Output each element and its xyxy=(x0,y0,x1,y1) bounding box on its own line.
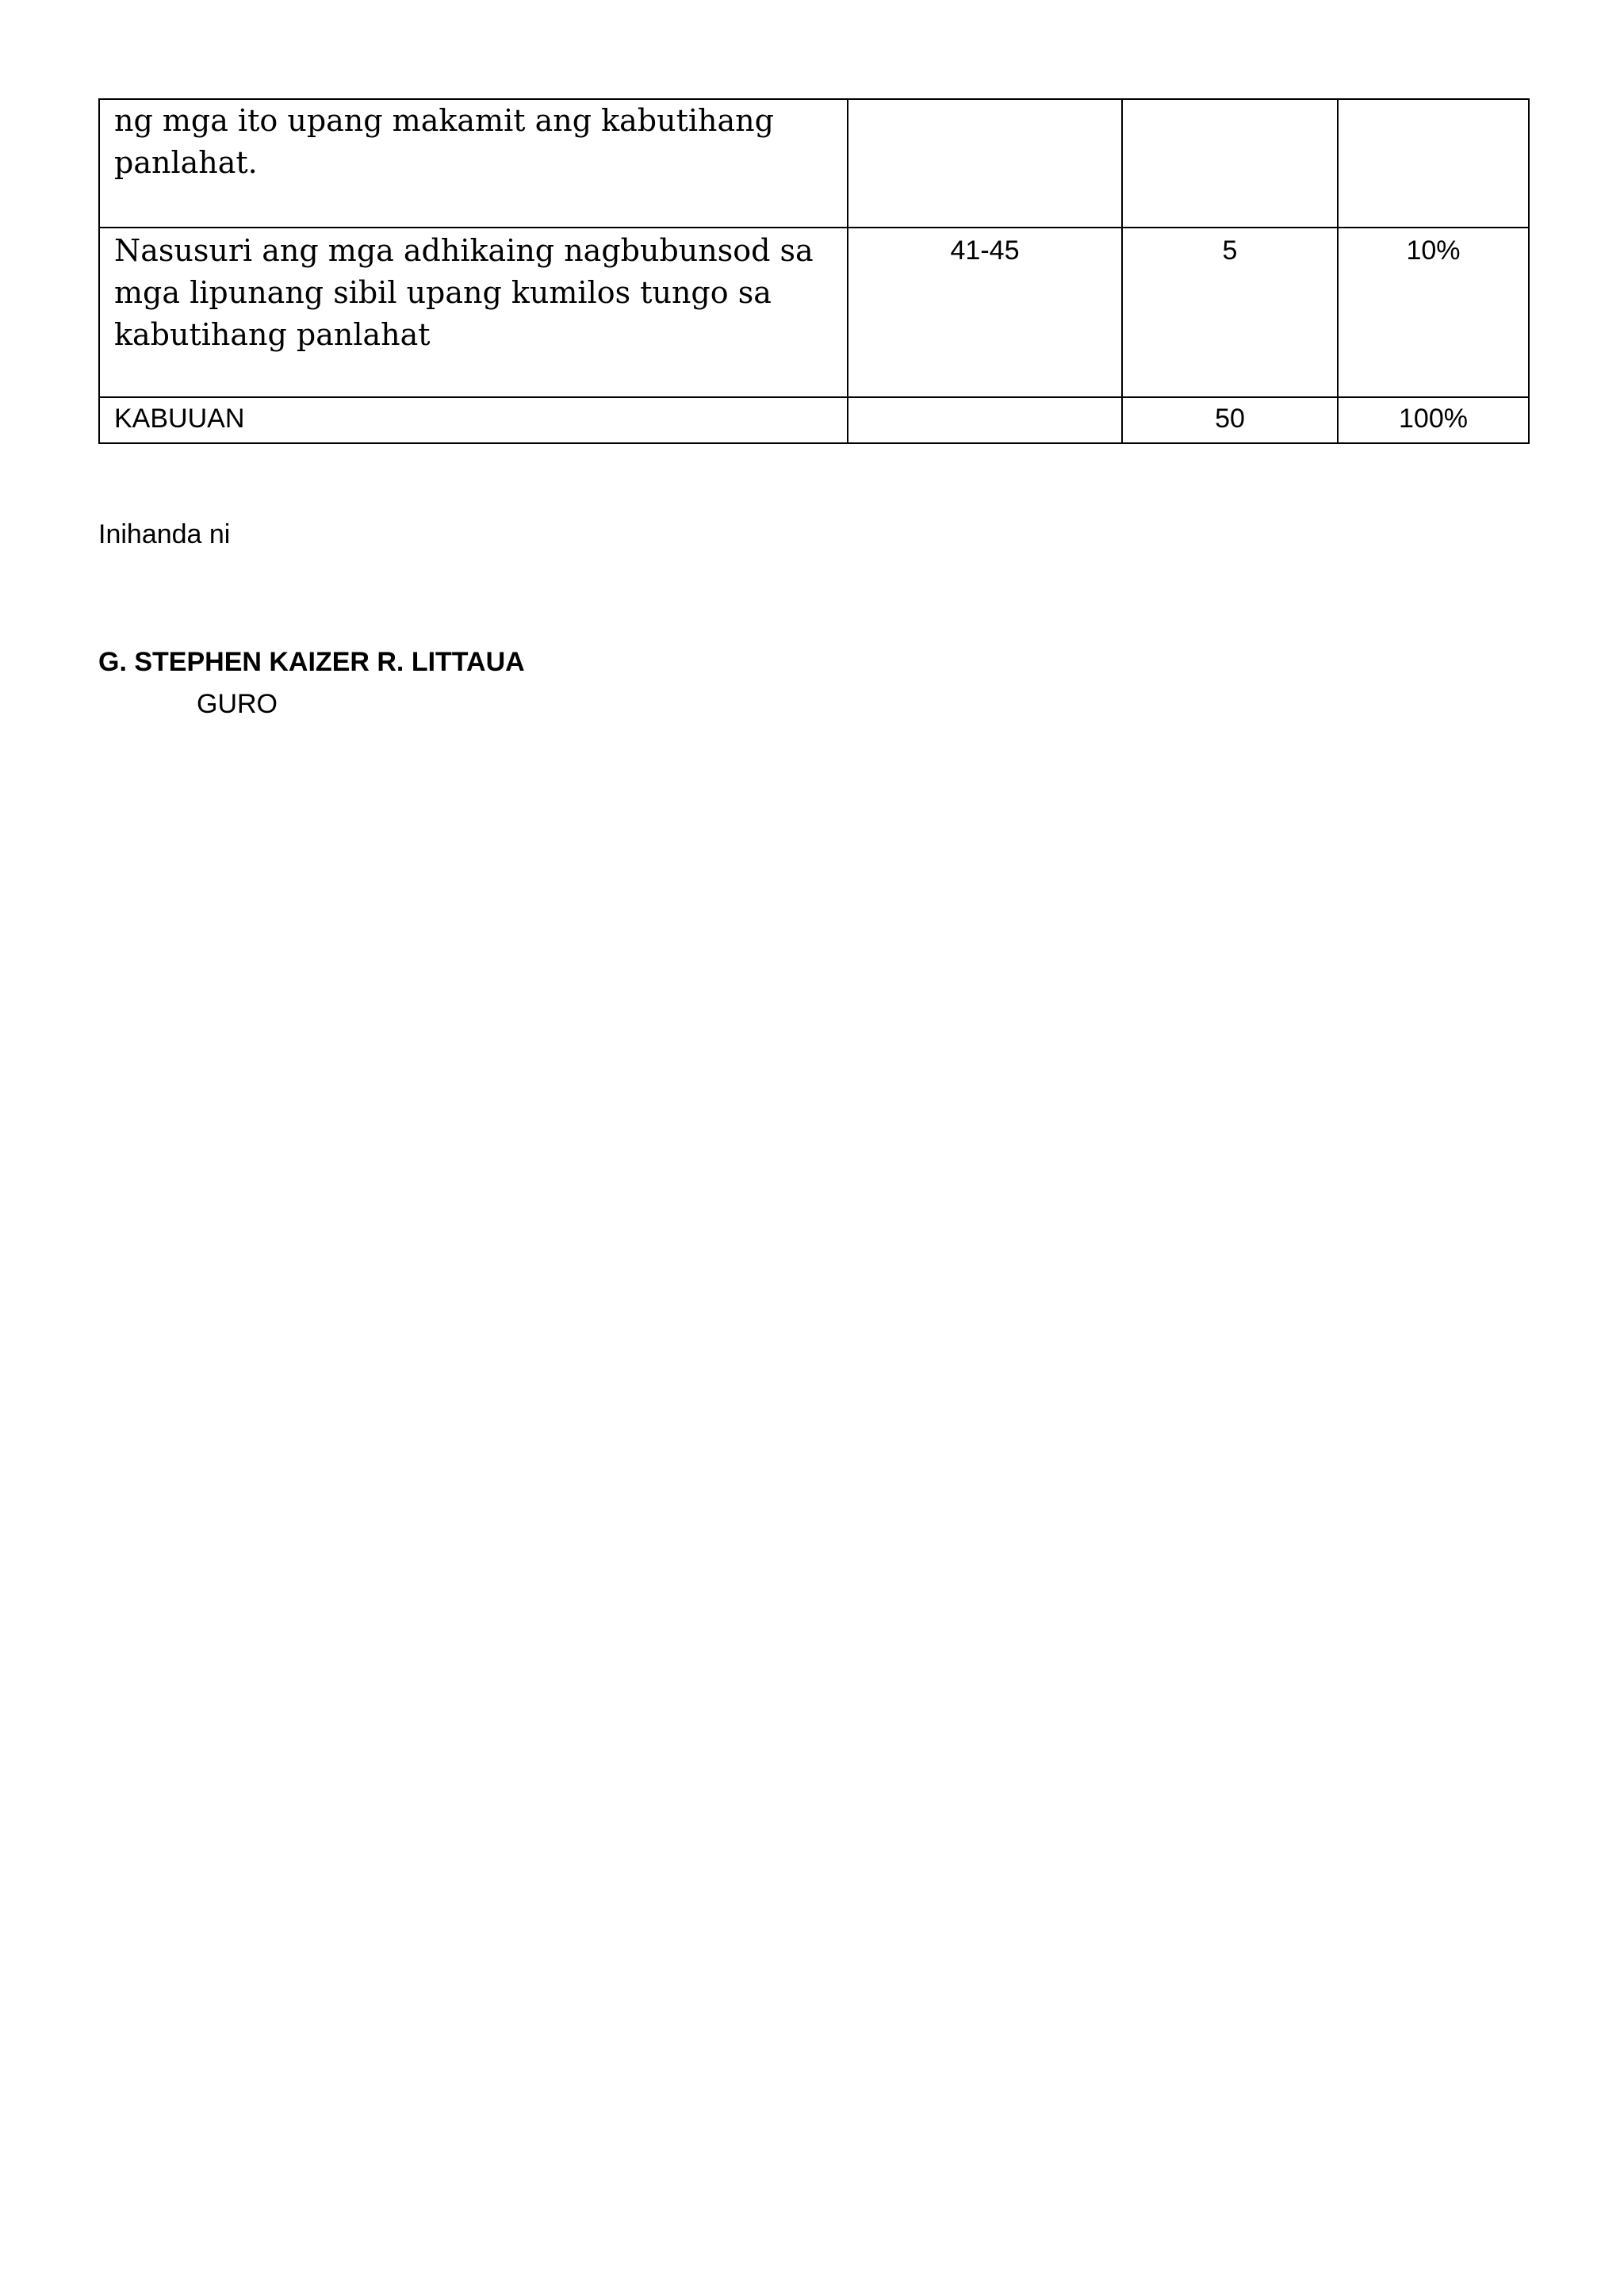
competency-cell: Nasusuri ang mga adhikaing nagbubunsod sa mga lipunang sibil upang kumilos tungo sa kabutihang panlahat xyxy=(99,228,848,397)
competency-cell: ng mga ito upang makamit ang kabutihang panlahat. xyxy=(99,99,848,228)
signatory-name: G. STEPHEN KAIZER R. LITTAUA xyxy=(98,647,525,677)
prepared-by-label: Inihanda ni xyxy=(98,519,231,549)
percentage-cell xyxy=(1338,99,1529,228)
total-items-cell xyxy=(848,397,1122,443)
table-row xyxy=(99,99,1529,228)
item-count-cell: 5 xyxy=(1122,228,1338,397)
table-row xyxy=(99,228,1529,397)
total-count-cell: 50 xyxy=(1122,397,1338,443)
signatory-title: GURO xyxy=(197,689,278,719)
table-of-specifications xyxy=(98,98,1530,444)
total-row xyxy=(99,397,1529,443)
total-label: KABUUAN xyxy=(99,397,848,443)
percentage-cell: 10% xyxy=(1338,228,1529,397)
item-numbers-cell xyxy=(848,99,1122,228)
total-percentage-cell: 100% xyxy=(1338,397,1529,443)
item-count-cell xyxy=(1122,99,1338,228)
item-numbers-cell: 41-45 xyxy=(848,228,1122,397)
